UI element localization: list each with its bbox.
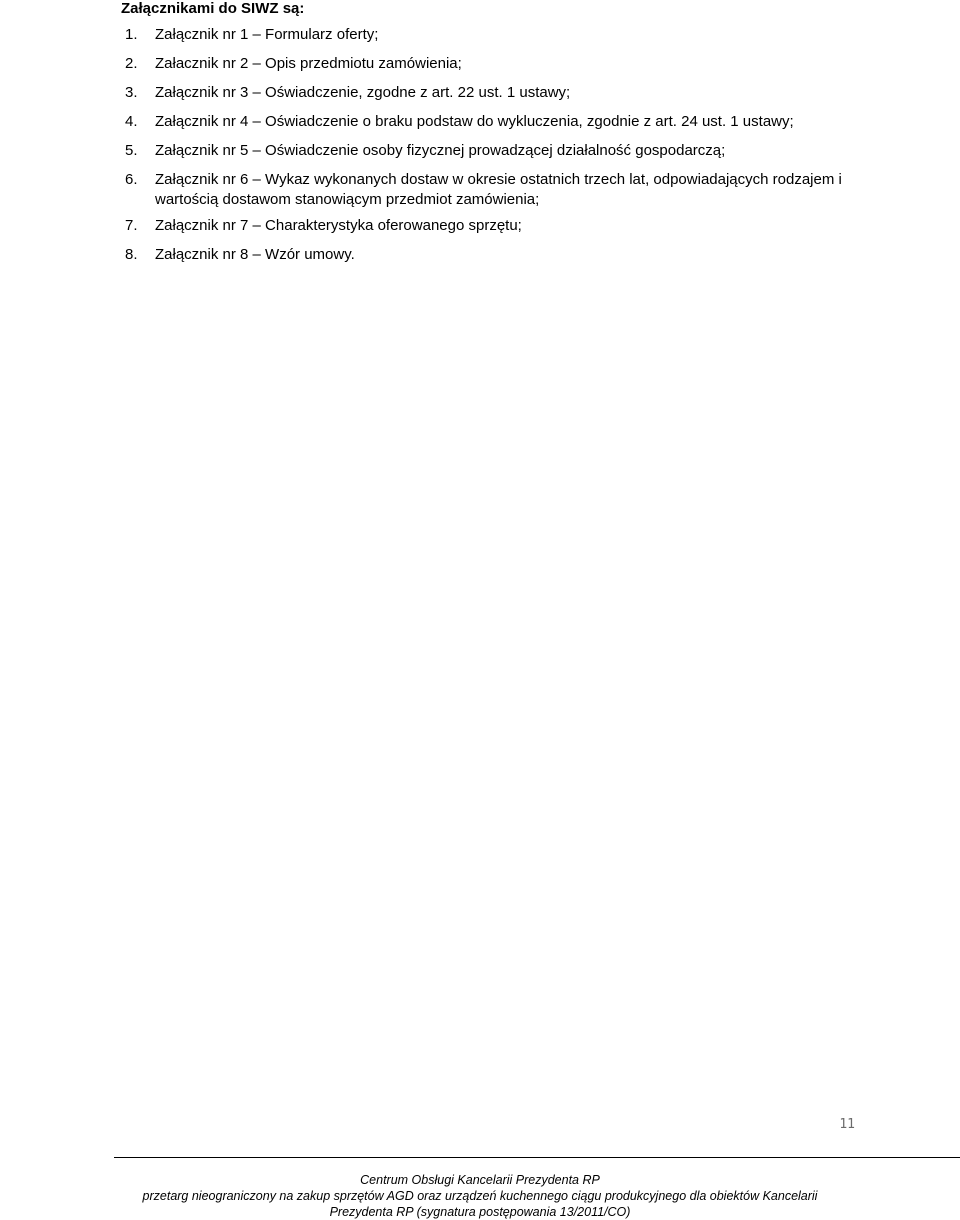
list-item-text: Załącznik nr 5 – Oświadczenie osoby fizycznej prowadzącej działalność gospodarczą; [155,142,726,159]
list-item-number: 3. [125,84,138,101]
list-item-text: Załącznik nr 1 – Formularz oferty; [155,26,379,43]
list-item-text: Załącznik nr 6 – Wykaz wykonanych dostaw w okresie ostatnich trzech lat, odpowiadających rodzajem i wartością dostawom stanowiącym przedmiot zamówienia; [155,171,842,208]
list-item-text: Załącznik nr 8 – Wzór umowy. [155,246,355,263]
list-item [121,216,901,236]
footer-line-3: Prezydenta RP (sygnatura postępowania 13/2011/CO) [329,1205,631,1219]
list-item [121,112,901,132]
list-item-number: 8. [125,246,138,263]
list-item-number: 5. [125,142,138,159]
list-item-number: 7. [125,217,138,234]
page-footer [0,1172,960,1220]
attachments-heading: Załącznikami do SIWZ są: [121,0,305,17]
attachments-list [121,25,901,274]
list-item-number: 6. [125,171,138,188]
list-item-text: Załącznik nr 4 – Oświadczenie o braku podstaw do wykluczenia, zgodnie z art. 24 ust. 1 ustawy; [155,113,794,130]
list-item-number: 2. [125,55,138,72]
list-item-text: Załącznik nr 7 – Charakterystyka oferowanego sprzętu; [155,217,522,234]
page-number: 11 [839,1117,855,1132]
list-item-text: Załącznik nr 3 – Oświadczenie, zgodne z art. 22 ust. 1 ustawy; [155,84,571,101]
list-item [121,25,901,45]
list-item-text: Załacznik nr 2 – Opis przedmiotu zamówienia; [155,55,462,72]
list-item [121,170,901,210]
list-item [121,245,901,265]
footer-line-1: Centrum Obsługi Kancelarii Prezydenta RP [360,1173,600,1187]
list-item-number: 4. [125,113,138,130]
list-item [121,141,901,161]
footer-divider [114,1157,960,1158]
footer-line-2: przetarg nieograniczony na zakup sprzętów AGD oraz urządzeń kuchennego ciągu produkcyjnego dla obiektów Kancelarii [142,1189,818,1203]
list-item-number: 1. [125,26,138,43]
list-item [121,54,901,74]
list-item [121,83,901,103]
